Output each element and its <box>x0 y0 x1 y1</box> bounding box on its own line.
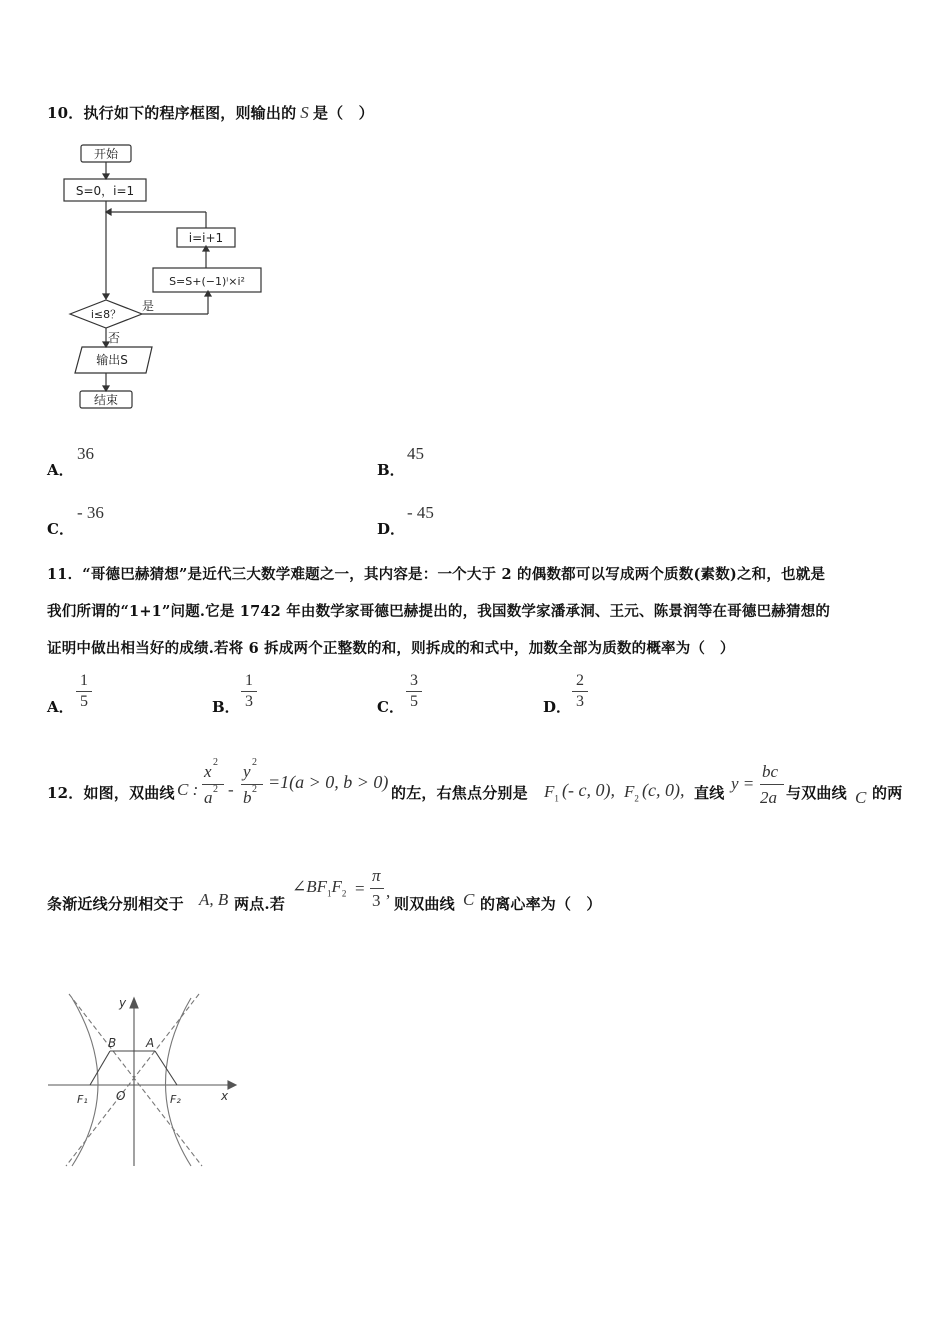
q10-stem-suffix: 是（ ） <box>312 104 374 122</box>
q12-text-two: 的两 <box>872 784 903 802</box>
fig-F1-label: F₁ <box>77 1093 88 1106</box>
q12-text-ecc: 的离心率为（ ） <box>480 895 602 913</box>
q12-prefix: 12．如图，双曲线 <box>47 784 175 802</box>
q12-line-num: bc <box>762 762 779 781</box>
flow-start-label: 开始 <box>93 147 119 161</box>
q11-option-d-den: 3 <box>576 693 584 710</box>
q10-option-a-value: 36 <box>77 444 94 463</box>
q12-f1-coord: (- c, 0), <box>562 780 615 800</box>
q12-cond: =1(a > 0, b > 0) <box>268 772 389 792</box>
flow-update-label: S=S+(−1)ⁱ×i² <box>169 275 245 288</box>
q11-line3: 证明中做出相当好的成绩.若将 6 拆成两个正整数的和，则拆成的和式中，加数全部为质数的概率为（ ） <box>47 640 735 657</box>
q10-stem-var: S <box>300 103 309 122</box>
flow-output-label: 输出S <box>96 353 128 367</box>
flow-no-label: 否 <box>108 331 121 345</box>
q12-curve-c: C <box>855 788 867 807</box>
fig-F2-label: F₂ <box>170 1093 181 1106</box>
flow-yes-label: 是 <box>142 299 155 313</box>
q12-points: A, B <box>199 890 229 909</box>
q12-line-bar <box>760 784 784 785</box>
q11-option-c-den: 5 <box>410 693 418 710</box>
q10-flowchart <box>60 140 280 415</box>
y-axis-arrow <box>130 998 138 1008</box>
flow-increment-label: i=i+1 <box>188 231 224 245</box>
q12-line-lhs: y = <box>731 774 755 793</box>
q11-option-b-fraction <box>241 672 257 711</box>
q12-f2-letter: F <box>624 782 635 801</box>
q12-f2-sub: 2 <box>634 793 639 804</box>
q12-f1 <box>544 782 559 803</box>
q11-option-d-label: D． <box>543 698 572 716</box>
q12-angle-lhs: ∠BF <box>292 877 328 896</box>
segment-F1B <box>90 1051 110 1085</box>
flow-condition-label: i≤8？ <box>90 308 122 321</box>
q12-angle-eq: = <box>355 879 365 898</box>
q11-option-b-den: 3 <box>245 693 253 710</box>
q11-option-c-label: C． <box>377 698 404 716</box>
flow-end-label: 结束 <box>93 393 119 407</box>
q12-angle-sub1: 1 <box>327 888 332 899</box>
q12-minus: - <box>228 780 234 799</box>
q12-text-line: 直线 <box>694 784 725 802</box>
q12-pi: π <box>372 866 381 885</box>
fig-y-label: y <box>119 996 127 1010</box>
q11-line2: 我们所谓的“1+1”问题.它是 1742 年由数学家哥德巴赫提出的，我国数学家潘承洞、王元、陈景润等在哥德巴赫猜想的 <box>47 603 831 620</box>
q11-line1: 11．“哥德巴赫猜想”是近代三大数学难题之一，其内容是：一个大于 2 的偶数都可以写成两个质数(素数)之和，也就是 <box>47 566 826 583</box>
fig-O-label: O <box>116 1089 126 1103</box>
q10-option-d-value: - 45 <box>407 503 434 522</box>
q11-option-d-fraction <box>572 672 588 711</box>
q12-x: x <box>204 762 212 781</box>
q11-option-a-fraction <box>76 672 92 711</box>
fig-x-label: x <box>221 1089 229 1103</box>
q11-option-a-num: 1 <box>80 672 88 689</box>
q12-line-den: 2a <box>760 788 777 807</box>
asymptote-1 <box>69 994 202 1166</box>
q12-f1-letter: F <box>544 782 555 801</box>
q10-option-b-value: 45 <box>407 444 424 463</box>
q12-text-foci: 的左，右焦点分别是 <box>391 784 528 802</box>
q12-curve-name: C : <box>177 780 199 799</box>
q10-stem <box>47 102 374 123</box>
q12-y-sq: 2 <box>252 757 257 768</box>
q12-f1-sub: 1 <box>554 793 559 804</box>
q12-hyperbola-figure <box>44 990 244 1170</box>
q10-option-c-value: - 36 <box>77 503 104 522</box>
q10-stem-prefix: 10．执行如下的程序框图，则输出的 <box>47 104 297 122</box>
q12-text-then: 则双曲线 <box>394 895 455 913</box>
asymptote-2 <box>66 994 199 1166</box>
q12-f2 <box>624 782 639 803</box>
q12-a-sq: 2 <box>213 784 218 795</box>
q11-option-a-label: A． <box>47 698 74 716</box>
q12-line2-prefix: 条渐近线分别相交于 <box>47 895 184 913</box>
q12-comma: , <box>386 882 391 901</box>
flow-init-label: S=0，i=1 <box>75 184 135 198</box>
q11-option-a-den: 5 <box>80 693 88 710</box>
x-axis-arrow <box>228 1081 236 1089</box>
q12-angle-mid: F <box>331 877 342 896</box>
q10-option-b-label: B． <box>377 461 405 479</box>
fig-A-label: A <box>146 1036 155 1050</box>
q12-pi-bar <box>370 888 384 889</box>
q12-text-with: 与双曲线 <box>786 784 847 802</box>
q12-b: b <box>243 788 252 807</box>
q10-option-d-label: D． <box>377 520 406 538</box>
q12-angle <box>292 877 346 898</box>
fig-B-label: B <box>108 1036 117 1050</box>
q12-x-sq: 2 <box>213 757 218 768</box>
q11-option-d-num: 2 <box>576 672 584 689</box>
q12-a: a <box>204 788 213 807</box>
q12-curve-c2: C <box>463 890 475 909</box>
q11-option-c-num: 3 <box>410 672 418 689</box>
q12-y: y <box>243 762 251 781</box>
q12-b-sq: 2 <box>252 784 257 795</box>
q10-option-a-label: A． <box>47 461 74 479</box>
q11-option-b-label: B． <box>212 698 240 716</box>
q12-three: 3 <box>372 891 381 910</box>
q11-option-c-fraction <box>406 672 422 711</box>
q12-text-points: 两点.若 <box>234 895 286 913</box>
q11-option-b-num: 1 <box>245 672 253 689</box>
q12-angle-sub2: 2 <box>341 888 347 899</box>
q12-f2-coord: (c, 0), <box>642 780 685 800</box>
hyperbola-right-branch <box>166 998 192 1166</box>
q10-option-c-label: C． <box>47 520 74 538</box>
